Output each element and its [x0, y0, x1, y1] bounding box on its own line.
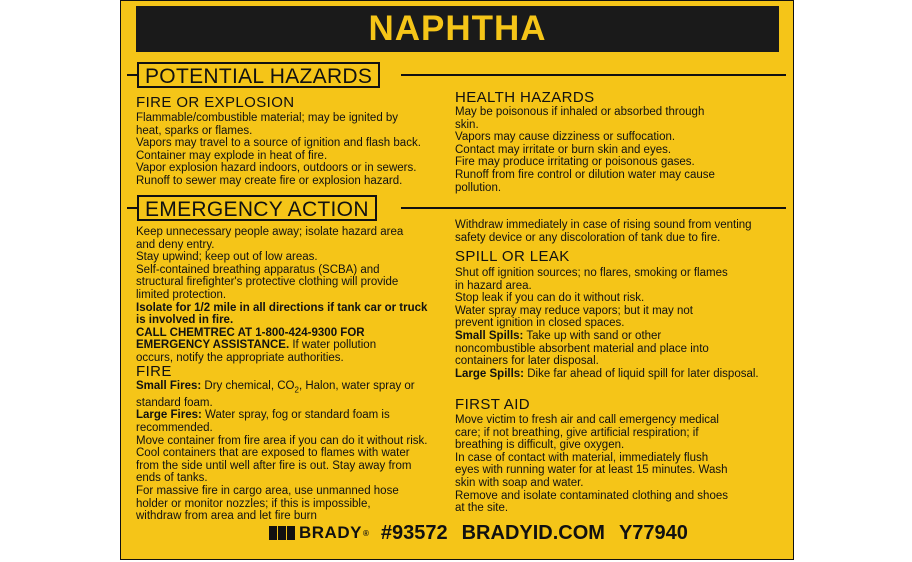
text-line: Self-contained breathing apparatus (SCBA) and	[136, 263, 380, 276]
text-line: Vapor explosion hazard indoors, outdoors or in sewers.	[136, 162, 417, 175]
first-aid-heading: FIRST AID	[455, 396, 531, 413]
withdraw-text	[455, 219, 785, 244]
label-footer	[269, 519, 702, 547]
text-line: and deny entry.	[136, 238, 215, 251]
text-line: standard foam.	[136, 396, 213, 409]
hazard-label	[120, 0, 794, 560]
bold-line	[136, 314, 446, 327]
text-line: Remove and isolate contaminated clothing and shoes	[455, 489, 728, 502]
emergency-action-text	[136, 226, 446, 365]
text-line: Keep unnecessary people away; isolate hazard area	[136, 226, 404, 238]
bold-text: Small Fires:	[136, 380, 202, 392]
label-title: NAPHTHA	[136, 6, 779, 52]
first-aid-text	[455, 414, 785, 515]
section-rule-left	[127, 74, 137, 76]
text-line: prevent ignition in closed spaces.	[455, 317, 625, 330]
registered-mark: ®	[362, 528, 369, 538]
assistance-line	[136, 339, 446, 352]
brand-name: BRADY	[299, 523, 362, 542]
health-hazards-heading: HEALTH HAZARDS	[455, 89, 595, 106]
text-line: Withdraw immediately in case of rising sound from venting	[455, 219, 752, 231]
text-line: breathing is difficult, give oxygen.	[455, 439, 625, 452]
large-fires-line	[136, 409, 446, 422]
text-line: structural firefighter's protective clothing will provide	[136, 276, 399, 289]
text-line: Cool containers that are exposed to flames with water	[136, 447, 410, 460]
health-hazards-text	[455, 106, 775, 194]
text-line: Move container from fire area if you can do it without risk.	[136, 434, 428, 447]
spill-text	[455, 267, 785, 380]
text-line: Container may explode in heat of fire.	[136, 149, 328, 162]
text-run: If water pollution	[289, 339, 377, 352]
text-line: Shut off ignition sources; no flares, smoking or flames	[455, 267, 728, 279]
text-line: May be poisonous if inhaled or absorbed through	[455, 106, 705, 118]
text-line: recommended.	[136, 422, 213, 435]
bold-text: is involved in fire.	[136, 314, 234, 327]
text-line: Water spray may reduce vapors; but it may not	[455, 304, 693, 317]
text-line: Vapors may travel to a source of ignition and flash back.	[136, 137, 421, 150]
bold-line	[136, 302, 446, 315]
text-run: , Halon, water spray or	[298, 380, 415, 392]
text-line: Contact may irritate or burn skin and eyes.	[455, 143, 672, 156]
bold-text: CALL CHEMTREC AT 1-800-424-9300 FOR	[136, 326, 365, 339]
text-line: containers for later disposal.	[455, 355, 599, 368]
text-line: Flammable/combustible material; may be ignited by	[136, 112, 399, 124]
text-line: pollution.	[455, 181, 502, 194]
text-line: Runoff from fire control or dilution water may cause	[455, 168, 715, 181]
section-rule-left	[127, 207, 137, 209]
bold-line	[136, 327, 446, 340]
bold-text: Large Fires:	[136, 409, 202, 422]
text-line: at the site.	[455, 502, 509, 515]
subscript: 2	[294, 385, 299, 395]
fire-text	[136, 380, 446, 523]
text-line: holder or monitor nozzles; if this is impossible,	[136, 497, 371, 510]
text-line: eyes with running water for at least 15 minutes. Wash	[455, 464, 728, 477]
text-line: from the side until well after fire is out. Stay away from	[136, 459, 412, 472]
text-run: Dike far ahead of liquid spill for later disposal.	[524, 367, 759, 380]
fire-heading: FIRE	[136, 363, 172, 380]
section-rule-right	[401, 207, 786, 209]
text-run: Water spray, fog or standard foam is	[201, 409, 390, 422]
text-line: Stay upwind; keep out of low areas.	[136, 251, 318, 264]
text-line: occurs, notify the appropriate authorities.	[136, 351, 344, 364]
part-number: #93572	[380, 521, 448, 544]
text-line: In case of contact with material, immediately flush	[455, 451, 709, 464]
text-line: Vapors may cause dizziness or suffocation.	[455, 131, 676, 144]
text-line: Stop leak if you can do it without risk.	[455, 292, 645, 305]
spill-heading: SPILL OR LEAK	[455, 248, 570, 265]
bold-text: Isolate for 1/2 mile in all directions if tank car or truck	[136, 301, 428, 314]
text-line: withdraw from area and let fire burn	[136, 510, 317, 523]
website: BRADYID.COM	[461, 521, 605, 544]
potential-hazards-heading: POTENTIAL HAZARDS	[137, 62, 380, 88]
section-rule-right	[401, 74, 786, 76]
bold-text: Large Spills:	[455, 367, 525, 380]
text-line: limited protection.	[136, 288, 227, 301]
brady-logo-icon	[269, 526, 295, 540]
brady-logo	[269, 523, 369, 543]
text-line: skin with soap and water.	[455, 476, 584, 489]
text-line: heat, sparks or flames.	[136, 124, 253, 137]
product-code: Y77940	[618, 521, 688, 544]
small-spills-line	[455, 330, 785, 343]
fire-explosion-text	[136, 112, 436, 188]
small-fires-line	[136, 380, 446, 397]
bold-text: Small Spills:	[455, 329, 524, 342]
bold-text: EMERGENCY ASSISTANCE.	[136, 339, 290, 352]
text-line: Runoff to sewer may create fire or explosion hazard.	[136, 174, 403, 187]
text-line: skin.	[455, 118, 479, 131]
text-run: Dry chemical, CO	[201, 380, 295, 392]
text-run: Take up with sand or other	[523, 329, 662, 342]
text-line: For massive fire in cargo area, use unmanned hose	[136, 485, 399, 498]
text-line: safety device or any discoloration of tank due to fire.	[455, 231, 721, 244]
text-line: noncombustible absorbent material and place into	[455, 342, 709, 355]
text-line: Move victim to fresh air and call emergency medical	[455, 414, 719, 426]
text-line: in hazard area.	[455, 279, 532, 292]
text-line: ends of tanks.	[136, 472, 208, 485]
emergency-action-heading: EMERGENCY ACTION	[137, 195, 377, 221]
large-spills-line	[455, 368, 785, 381]
fire-explosion-heading: FIRE OR EXPLOSION	[136, 94, 295, 111]
text-line: care; if not breathing, give artificial respiration; if	[455, 426, 699, 439]
text-line: Fire may produce irritating or poisonous gases.	[455, 156, 695, 169]
